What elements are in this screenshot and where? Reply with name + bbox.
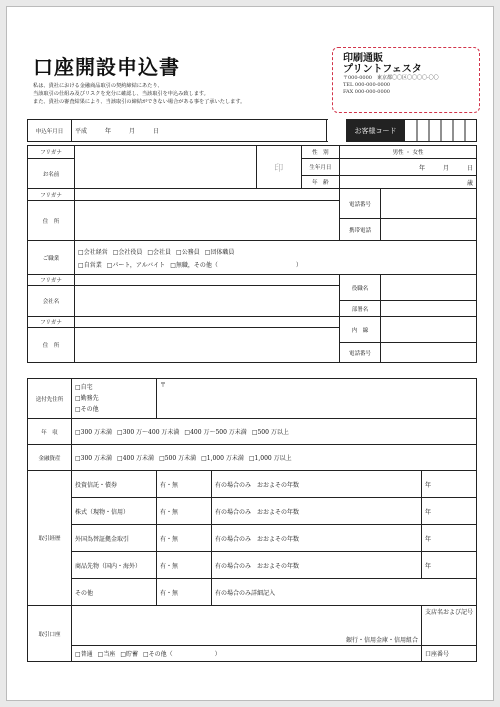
extension-field[interactable] [380, 317, 476, 343]
customer-code-label: お客様コード [347, 120, 405, 142]
company-fax: FAX 000-000-0000 [343, 89, 390, 95]
application-form-sheet [6, 6, 494, 701]
gender-field[interactable]: 男性 ・ 女性 [340, 146, 477, 159]
account-number-field[interactable]: 口座番号 [422, 646, 477, 662]
mobile-field[interactable] [380, 219, 476, 241]
name-field[interactable] [75, 146, 257, 189]
personal-info-table: フリガナ 印 性 別 男性 ・ 女性 お名前 生年月日 年 月 日 年 齢 歳 フリガナ 電話番号 住 所 携帯電話 ご職業 □会社経営 □会社役員 □会社員 □公務員 □団体職員 □自営業 □パート，アルバイト □無職，その他（ ） フリガナ 役職名 会社名 部署名 フリガナ 内 線 住 所 電話番号 [27, 145, 477, 363]
company-stamp-box [332, 47, 480, 113]
address-field[interactable] [75, 201, 340, 241]
birth-date-field[interactable]: 年 月 日 [340, 159, 477, 176]
company-phone-field[interactable] [380, 343, 476, 363]
occupation-label: ご職業 [28, 241, 75, 275]
company-field[interactable] [75, 286, 340, 317]
intro-text: 私は、貴社における金融商品取引の契約締結にあたり、 当該取引の仕組み及びリスクを充分に確認し、当該取引を申込み致します。 また、貴社の審査結果により、当該取引の締結ができない場合がある事を了承いたします。 [33, 83, 246, 105]
occupation-options[interactable]: □会社経営 □会社役員 □会社員 □公務員 □団体職員 □自営業 □パート，アルバイト □無職，その他（ ） [75, 241, 477, 275]
company-label: 会社名 [28, 286, 75, 317]
seal-mark: 印 [256, 146, 301, 189]
postal-field[interactable]: 〒 [157, 379, 477, 419]
delivery-label: 送付先住所 [28, 379, 72, 419]
page-title: 口座開設申込書 [33, 55, 180, 79]
assets-options[interactable]: □300 万未満 □400 万未満 □500 万未満 □1,000 万未満 □1,000 万以上 [72, 445, 477, 471]
account-type-options[interactable]: □普通 □当座 □貯蓄 □その他（ ） [72, 646, 422, 662]
apply-date-field[interactable]: 平成 年 月 日 [72, 120, 327, 142]
company-address: 〒000-0000 東京都〇〇区〇〇〇〇-〇〇 [343, 75, 439, 81]
branch-field[interactable]: 支店名および記号 [422, 606, 477, 646]
address-label: 住 所 [28, 201, 75, 241]
account-label: 取引口座 [28, 606, 72, 662]
applicant-table [27, 119, 477, 142]
age-field[interactable]: 歳 [340, 176, 477, 189]
customer-code-field[interactable] [405, 120, 477, 142]
position-field[interactable] [380, 275, 476, 301]
bank-field[interactable]: 銀行・信用金庫・信用組合 [72, 606, 422, 646]
company-tel: TEL 000-000-0000 [343, 82, 391, 88]
delivery-options[interactable]: □自宅 □勤務先 □その他 [72, 379, 157, 419]
company-name-line1: 印刷通販 [343, 53, 383, 64]
apply-date-label: 申込年月日 [28, 120, 72, 142]
name-label: お名前 [28, 159, 75, 189]
department-field[interactable] [380, 301, 476, 317]
income-options[interactable]: □300 万未満 □300 万～400 万未満 □400 万～500 万未満 □500 万以上 [72, 419, 477, 445]
company-address-field[interactable] [75, 328, 340, 363]
phone-field[interactable] [380, 189, 476, 219]
experience-label: 取引経歴 [28, 471, 72, 606]
company-name-line2: プリントフェスタ [343, 64, 422, 75]
financial-info-table: 送付先住所 □自宅 □勤務先 □その他 〒 年 収 □300 万未満 □300 万～400 万未満 □400 万～500 万未満 □500 万以上 金融資産 □300 万未満 □400 万未満 □500 万未満 □1,000 万未満 □1,000 万以上 取引経歴 投資信託・債券 有・無 有の場合のみ おおよその年数 年 株式（現物・信用） 有・無 有の場合のみ おおよその年数 年 外国為替証拠金取引 有・無 有の場合のみ おおよその年数 年 商品先物（国内・海外） 有・無 有の場合のみ おおよその年数 年 その他 有・無 有の場合のみ詳細記入 取引口座 銀行・信用金庫・信用組合 支店名および記号 □普通 □当座 □貯蓄 □その他（ ） 口座番号 [27, 378, 477, 662]
